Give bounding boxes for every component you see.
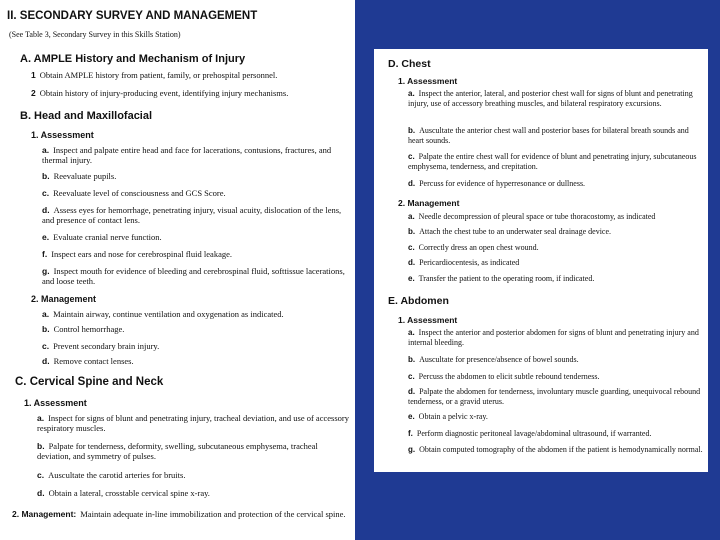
list-item: d. Pericardiocentesis, as indicated — [408, 258, 520, 267]
section-title: II. SECONDARY SURVEY AND MANAGEMENT — [7, 10, 258, 22]
heading-cervical-spine: C. Cervical Spine and Neck — [15, 376, 164, 388]
list-item: e. Obtain a pelvic x-ray. — [408, 412, 488, 421]
list-item: a. Inspect the anterior, lateral, and posterior chest wall for signs of blunt and penetrating injury, use of accessory breathing muscles, and bilateral respiratory excursions. — [408, 89, 693, 108]
subheading-assessment: 1. Assessment — [398, 76, 458, 86]
heading-chest: D. Chest — [388, 58, 431, 70]
list-item: c. Correctly dress an open chest wound. — [408, 243, 539, 252]
list-item: c. Prevent secondary brain injury. — [42, 341, 160, 351]
list-item: a. Maintain airway, continue ventilation and oxygenation as indicated. — [42, 309, 284, 319]
list-item: f. Inspect ears and nose for cerebrospinal fluid leakage. — [42, 249, 232, 259]
list-item: b. Auscultate the anterior chest wall and posterior bases for bilateral breath sounds and heart sounds. — [408, 126, 689, 145]
subheading-assessment: 1. Assessment — [31, 130, 94, 140]
list-item: g. Obtain computed tomography of the abdomen if the patient is hemodynamically normal. — [408, 445, 703, 454]
list-item: b. Attach the chest tube to an underwater seal drainage device. — [408, 227, 612, 236]
list-item: c. Palpate the entire chest wall for evidence of blunt and penetrating injury, subcutaneous emphysema, tenderness, and crepitation. — [408, 152, 697, 171]
left-page — [0, 0, 355, 540]
list-item: d. Palpate the abdomen for tenderness, involuntary muscle guarding, unequivocal rebound tenderness, or a gravid uterus. — [408, 387, 701, 406]
list-item: f. Perform diagnostic peritoneal lavage/abdominal ultrasound, if warranted. — [408, 429, 652, 438]
list-item: d. Percuss for evidence of hyperresonance or dullness. — [408, 179, 586, 188]
list-item: c. Auscultate the carotid arteries for bruits. — [37, 470, 186, 480]
list-item: e. Evaluate cranial nerve function. — [42, 232, 162, 242]
list-item: c. Percuss the abdomen to elicit subtle rebound tenderness. — [408, 372, 600, 381]
list-item: b. Control hemorrhage. — [42, 324, 125, 334]
list-item: 1 Obtain AMPLE history from patient, family, or prehospital personnel. — [31, 70, 278, 80]
section-subtitle: (See Table 3, Secondary Survey in this Skills Station) — [9, 30, 181, 39]
heading-abdomen: E. Abdomen — [388, 295, 449, 307]
list-item: d. Remove contact lenses. — [42, 356, 134, 366]
list-item: d. Obtain a lateral, crosstable cervical spine x-ray. — [37, 488, 210, 498]
list-item: 2 Obtain history of injury-producing event, identifying injury mechanisms. — [31, 88, 289, 98]
cervical-management: 2. Management: Maintain adequate in-line immobilization and protection of the cervical spine. — [12, 509, 346, 519]
subheading-assessment: 1. Assessment — [398, 315, 458, 325]
list-item: g. Inspect mouth for evidence of bleeding and cerebrospinal fluid, softtissue lacerations, and loose teeth. — [42, 266, 345, 286]
list-item: a. Inspect the anterior and posterior abdomen for signs of blunt and penetrating injury and internal bleeding. — [408, 328, 699, 347]
list-item: e. Transfer the patient to the operating room, if indicated. — [408, 274, 595, 283]
subheading-management: 2. Management — [31, 294, 97, 304]
list-item: a. Needle decompression of pleural space or tube thoracostomy, as indicated — [408, 212, 656, 221]
list-item: b. Palpate for tenderness, deformity, swelling, subcutaneous emphysema, tracheal deviation, and symmetry of pulses. — [37, 441, 318, 461]
list-item: a. Inspect and palpate entire head and face for lacerations, contusions, fractures, and thermal injury. — [42, 145, 332, 165]
list-item: d. Assess eyes for hemorrhage, penetrating injury, visual acuity, dislocation of the lens, and presence of contact lens. — [42, 205, 342, 225]
subheading-management: 2. Management — [398, 198, 460, 208]
subheading-assessment: 1. Assessment — [24, 398, 87, 408]
heading-head-maxillofacial: B. Head and Maxillofacial — [20, 110, 153, 122]
right-page — [374, 49, 708, 472]
list-item: b. Reevaluate pupils. — [42, 171, 117, 181]
list-item: a. Inspect for signs of blunt and penetrating injury, tracheal deviation, and use of accessory respiratory muscles. — [37, 413, 349, 433]
heading-ample: A. AMPLE History and Mechanism of Injury — [20, 53, 246, 65]
list-item: b. Auscultate for presence/absence of bowel sounds. — [408, 355, 579, 364]
list-item: c. Reevaluate level of consciousness and GCS Score. — [42, 188, 226, 198]
